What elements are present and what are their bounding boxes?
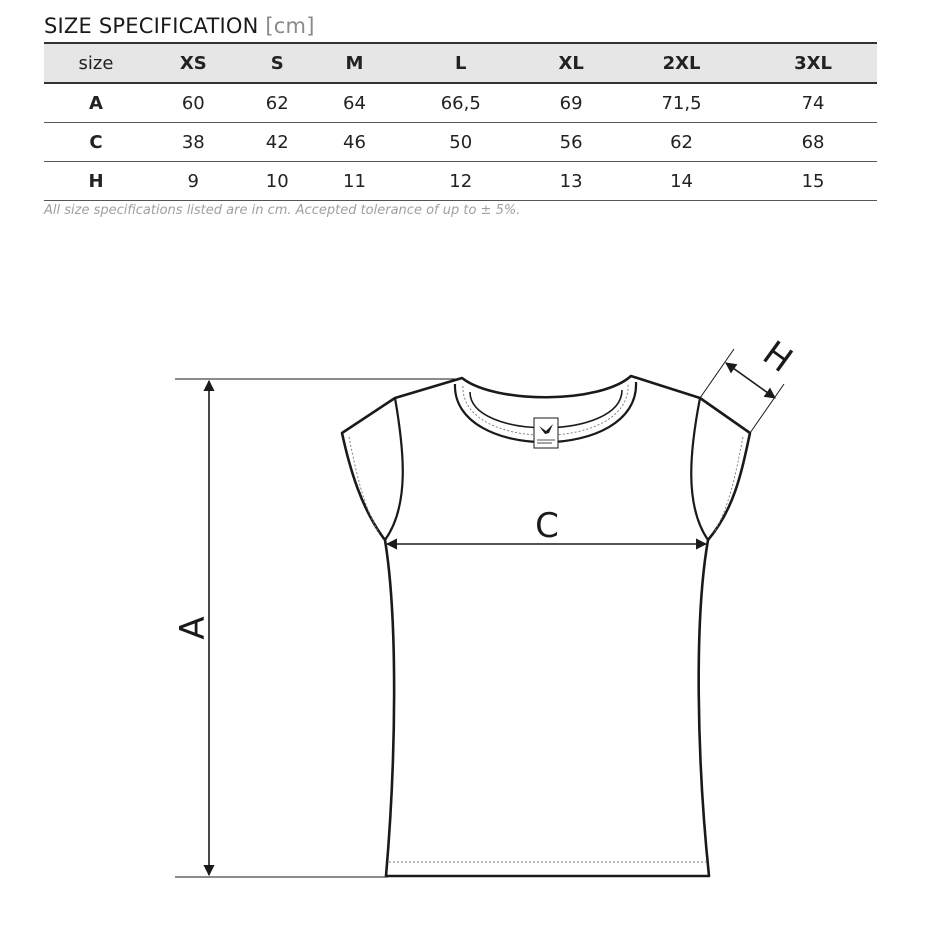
header-size: XS <box>179 52 207 74</box>
row-label: C <box>89 131 103 153</box>
table-cell: 50 <box>449 131 473 153</box>
header-size: 3XL <box>794 52 832 74</box>
brand-label-icon <box>534 418 558 448</box>
table-cell: 60 <box>181 92 205 114</box>
dimension-h-guide-top <box>700 349 734 398</box>
tshirt-outline <box>342 376 750 876</box>
header-size: S <box>270 52 284 74</box>
title-main: SIZE SPECIFICATION <box>44 14 259 38</box>
dimension-c-label: C <box>535 506 559 546</box>
table-cell: 38 <box>181 131 205 153</box>
table-cell: 62 <box>265 92 289 114</box>
table-cell: 12 <box>449 170 473 192</box>
table-cell: 46 <box>343 131 366 153</box>
table-cell: 71,5 <box>661 92 702 114</box>
dimension-h-label: H <box>755 333 800 381</box>
table-cell: 11 <box>343 170 366 192</box>
dimension-a-label: A <box>173 616 213 640</box>
header-size: 2XL <box>662 52 701 74</box>
row-label: A <box>89 92 103 114</box>
table-cell: 64 <box>343 92 366 114</box>
table-cell: 68 <box>801 131 825 153</box>
table-cell: 74 <box>801 92 825 114</box>
header-size-label: size <box>78 52 114 74</box>
table-cell: 69 <box>559 92 583 114</box>
header-size: M <box>345 52 364 74</box>
table-cell: 15 <box>801 170 825 192</box>
row-label: H <box>88 170 104 192</box>
table-cell: 56 <box>559 131 583 153</box>
tolerance-note: All size specifications listed are in cm. Accepted tolerance of up to ± 5%. <box>44 203 521 218</box>
table-cell: 66,5 <box>440 92 481 114</box>
header-size: L <box>454 52 467 74</box>
table-cell: 9 <box>187 170 199 192</box>
table-cell: 10 <box>265 170 289 192</box>
table-cell: 42 <box>265 131 289 153</box>
table-cell: 62 <box>670 131 693 153</box>
header-size: XL <box>558 52 584 74</box>
table-cell: 13 <box>559 170 583 192</box>
table-cell: 14 <box>670 170 693 192</box>
title-unit: [cm] <box>265 14 315 38</box>
